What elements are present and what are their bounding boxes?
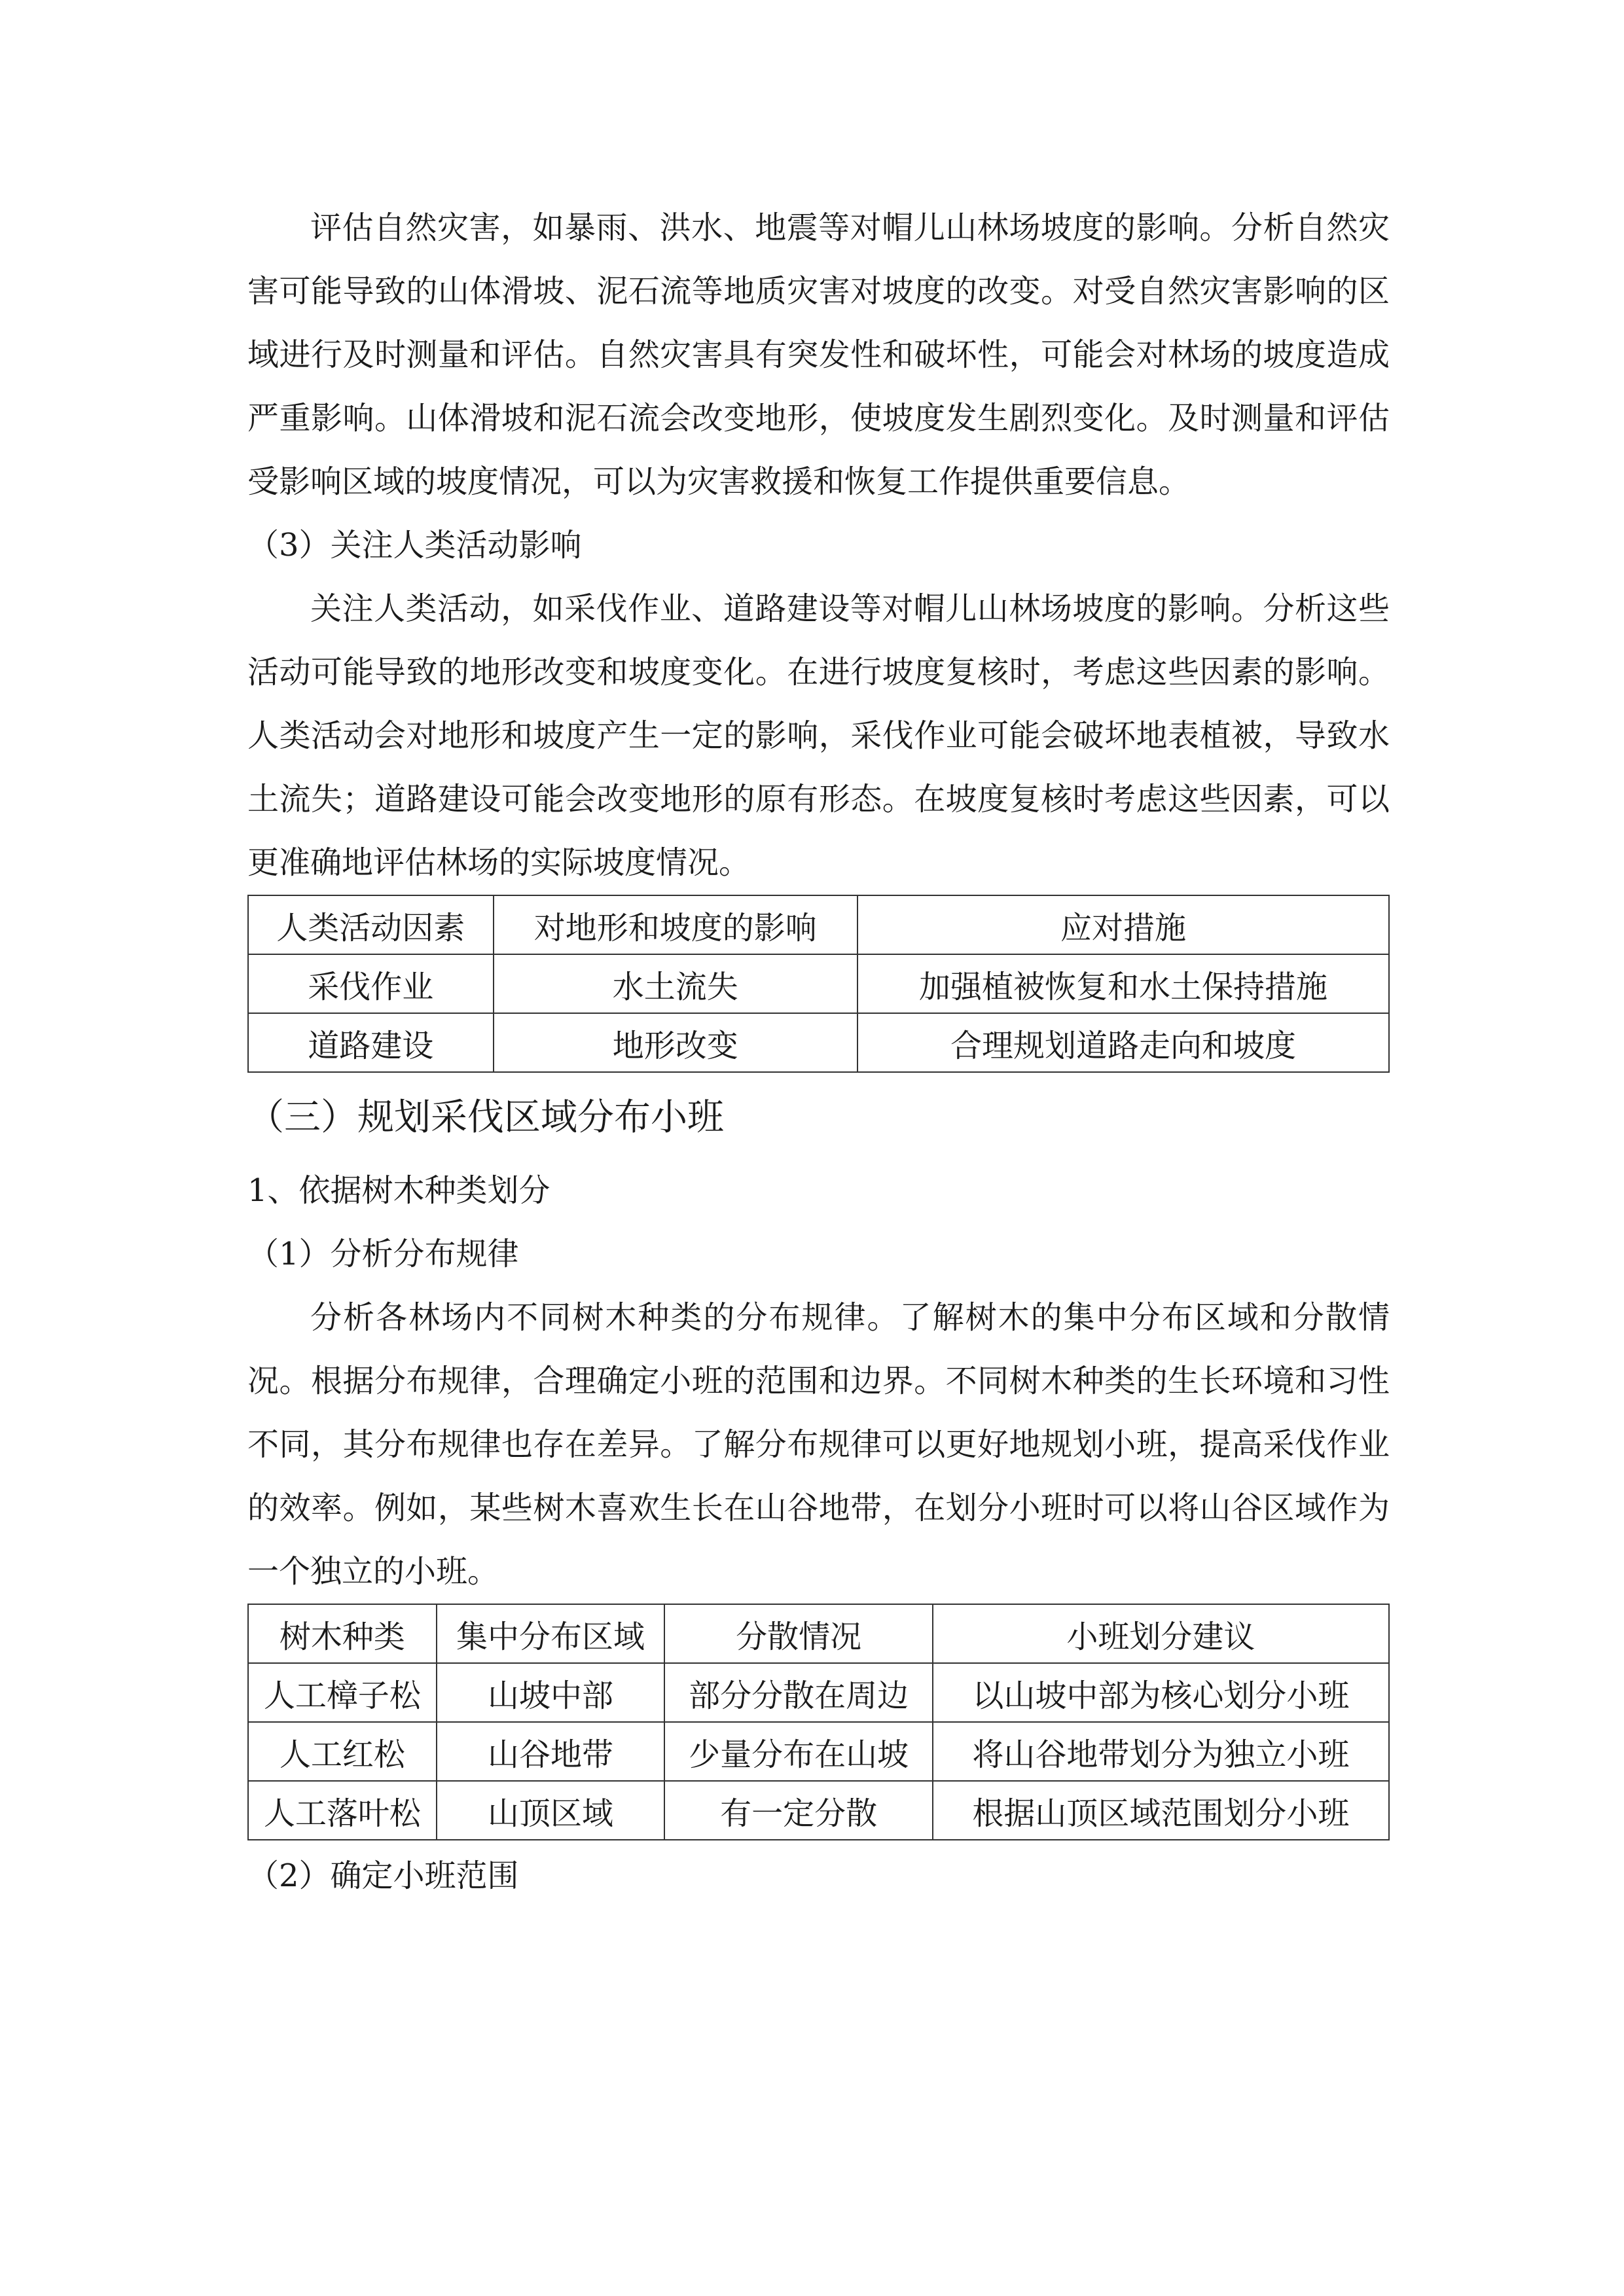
table-cell: 山顶区域 (437, 1781, 665, 1840)
paragraph-natural-disaster: 评估自然灾害，如暴雨、洪水、地震等对帽儿山林场坡度的影响。分析自然灾害可能导致的山体滑坡、泥石流等地质灾害对坡度的改变。对受自然灾害影响的区域进行及时测量和评估。自然灾害具有突发性和破坏性，可能会对林场的坡度造成严重影响。山体滑坡和泥石流会改变地形，使坡度发生剧烈变化。及时测量和评估受影响区域的坡度情况，可以为灾害救援和恢复工作提供重要信息。 (247, 209, 1390, 500)
table-cell: 将山谷地带划分为独立小班 (933, 1722, 1389, 1781)
table-cell: 少量分布在山坡 (664, 1722, 933, 1781)
table-cell: 水土流失 (494, 954, 857, 1013)
table-cell: 部分分散在周边 (664, 1663, 933, 1722)
table-cell: 道路建设 (248, 1013, 494, 1072)
table-header-cell: 分散情况 (664, 1604, 933, 1663)
tree-species-table (247, 1604, 1390, 1840)
document-page (247, 196, 1390, 1908)
table-cell: 山坡中部 (437, 1663, 665, 1722)
table-row (248, 1013, 1389, 1072)
heading-distribution-pattern: （1）分析分布规律 (247, 1236, 519, 1272)
table-row (248, 1722, 1389, 1781)
table-cell: 人工樟子松 (248, 1663, 437, 1722)
table-header-cell: 树木种类 (248, 1604, 437, 1663)
table-header-cell: 应对措施 (857, 895, 1389, 954)
table-header-row (248, 895, 1389, 954)
table-header-row (248, 1604, 1389, 1663)
paragraph-distribution-pattern: 分析各林场内不同树木种类的分布规律。了解树木的集中分布区域和分散情况。根据分布规律，合理确定小班的范围和边界。不同树木种类的生长环境和习性不同，其分布规律也存在差异。了解分布规律可以更好地规划小班，提高采伐作业的效率。例如，某些树木喜欢生长在山谷地带，在划分小班时可以将山谷区域作为一个独立的小班。 (247, 1299, 1390, 1590)
table-cell: 人工落叶松 (248, 1781, 437, 1840)
human-activity-table (247, 895, 1390, 1073)
section-heading-harvest-planning: （三）规划采伐区域分布小班 (247, 1096, 724, 1139)
table-cell: 地形改变 (494, 1013, 857, 1072)
table-header-cell: 集中分布区域 (437, 1604, 665, 1663)
table-header-cell: 对地形和坡度的影响 (494, 895, 857, 954)
table-cell: 加强植被恢复和水土保持措施 (857, 954, 1389, 1013)
subheading-by-tree-species: 1、依据树木种类划分 (247, 1172, 550, 1209)
table-row (248, 1781, 1389, 1840)
table-header-cell: 人类活动因素 (248, 895, 494, 954)
table-cell: 人工红松 (248, 1722, 437, 1781)
heading-human-activity: （3）关注人类活动影响 (247, 527, 582, 564)
table-header-cell: 小班划分建议 (933, 1604, 1389, 1663)
table-row (248, 954, 1389, 1013)
table-row (248, 1663, 1389, 1722)
table-cell: 山谷地带 (437, 1722, 665, 1781)
table-cell: 采伐作业 (248, 954, 494, 1013)
table-cell: 合理规划道路走向和坡度 (857, 1013, 1389, 1072)
heading-determine-range: （2）确定小班范围 (247, 1857, 519, 1894)
table-cell: 根据山顶区域范围划分小班 (933, 1781, 1389, 1840)
paragraph-human-activity: 关注人类活动，如采伐作业、道路建设等对帽儿山林场坡度的影响。分析这些活动可能导致的地形改变和坡度变化。在进行坡度复核时，考虑这些因素的影响。人类活动会对地形和坡度产生一定的影响，采伐作业可能会破坏地表植被，导致水土流失；道路建设可能会改变地形的原有形态。在坡度复核时考虑这些因素，可以更准确地评估林场的实际坡度情况。 (247, 590, 1390, 881)
table-cell: 以山坡中部为核心划分小班 (933, 1663, 1389, 1722)
table-cell: 有一定分散 (664, 1781, 933, 1840)
